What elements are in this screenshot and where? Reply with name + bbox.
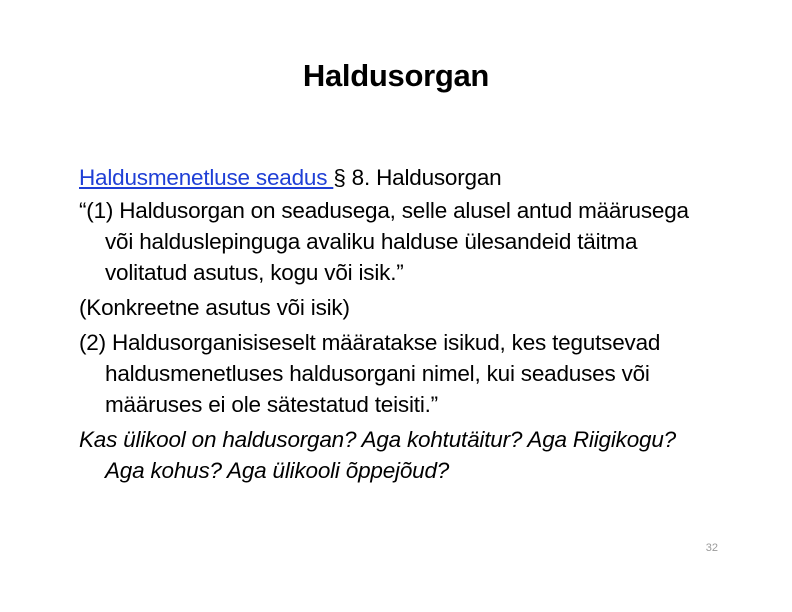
question-paragraph: Kas ülikool on haldusorgan? Aga kohtutäitur? Aga Riigikogu? Aga kohus? Aga ülikooli õppejõud? bbox=[79, 427, 676, 483]
quote-paragraph-2: (2) Haldusorganisiseselt määratakse isikud, kes tegutsevad haldusmenetluses haldusorgani nimel, kui seaduses või määruses ei ole sätestatud teisiti.” bbox=[79, 330, 661, 417]
law-reference bbox=[79, 162, 719, 193]
law-link[interactable]: Haldusmenetluse seadus bbox=[79, 165, 334, 190]
slide-title: Haldusorgan bbox=[302, 58, 490, 93]
slide-body bbox=[79, 162, 719, 490]
section-reference: § 8. Haldusorgan bbox=[333, 165, 502, 190]
page-number: 32 bbox=[705, 542, 718, 554]
note-paragraph: (Konkreetne asutus või isik) bbox=[79, 295, 350, 320]
quote-paragraph-1: “(1) Haldusorgan on seadusega, selle alusel antud määrusega või halduslepinguga avaliku halduse ülesandeid täitma volitatud asutus, kogu või isik.” bbox=[79, 198, 689, 285]
